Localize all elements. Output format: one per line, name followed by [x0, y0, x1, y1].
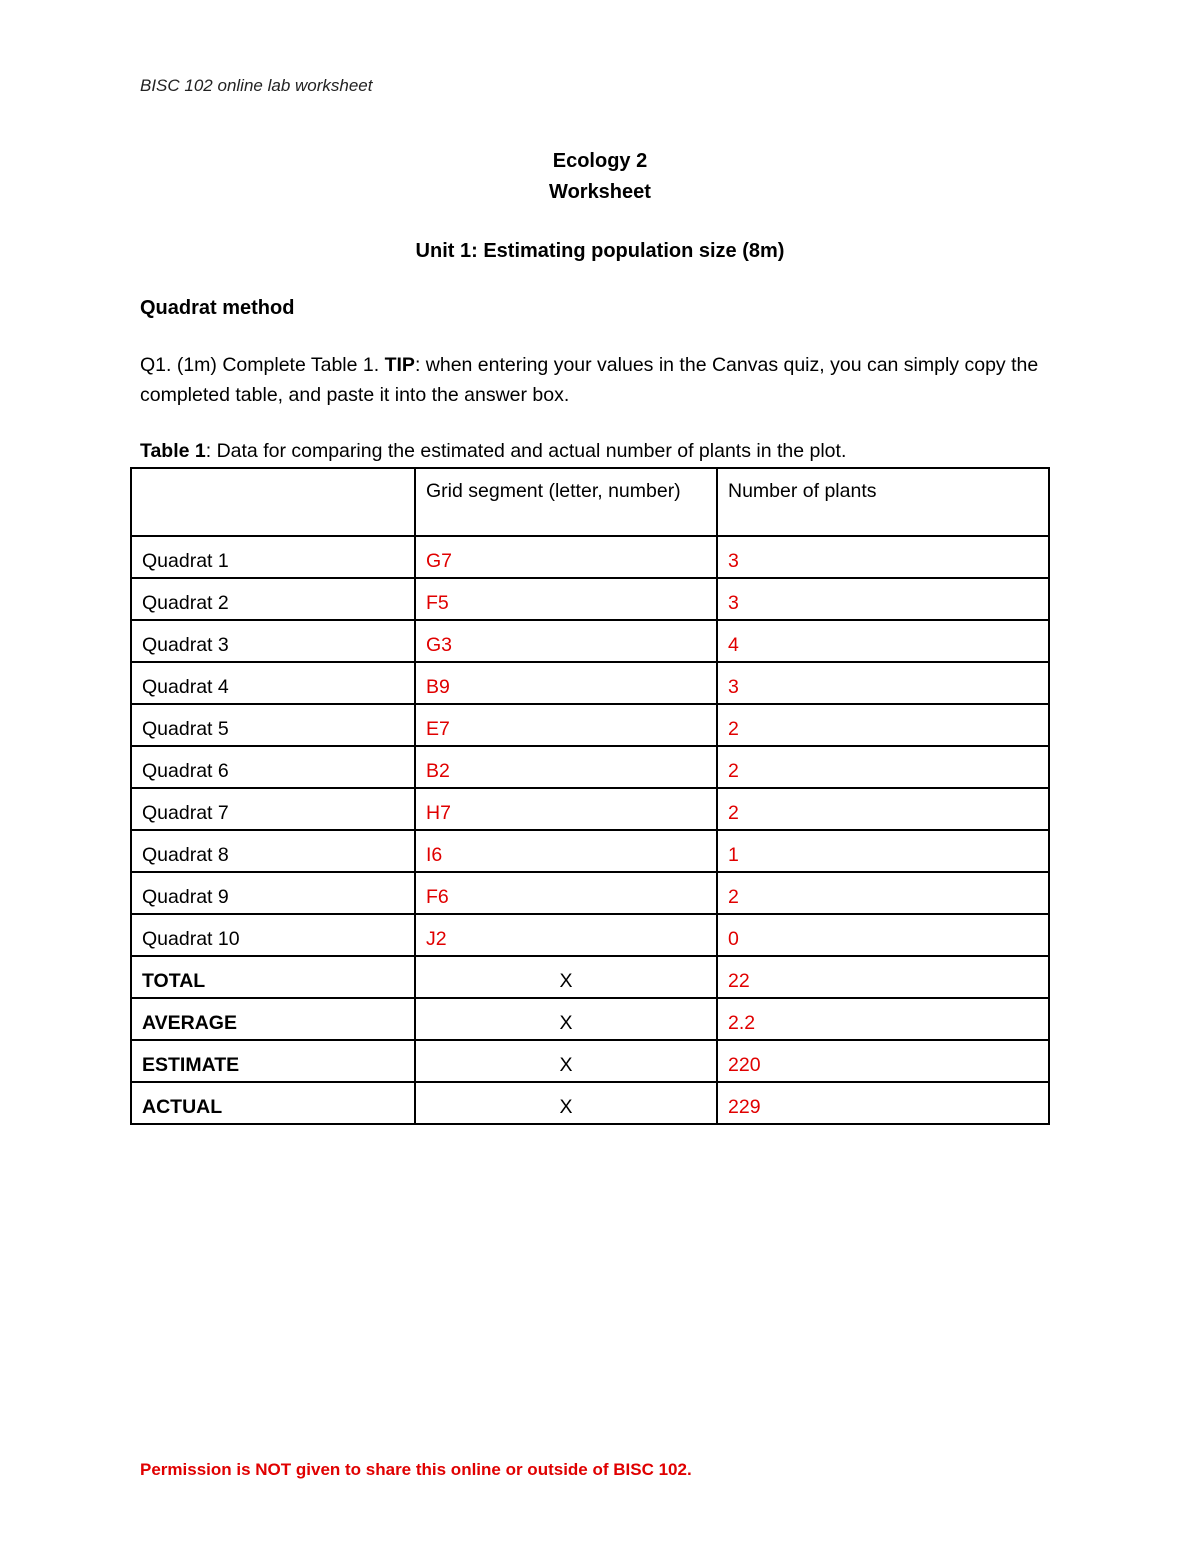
- summary-row: [131, 1040, 1049, 1082]
- plant-count-cell: 3: [717, 536, 1049, 578]
- grid-segment-cell: B9: [415, 662, 717, 704]
- plant-count-cell: 3: [717, 578, 1049, 620]
- table-row: [131, 620, 1049, 662]
- plant-count-cell: 3: [717, 662, 1049, 704]
- table-row: [131, 662, 1049, 704]
- table-row: [131, 746, 1049, 788]
- table-header-row: [131, 468, 1049, 536]
- summary-row: [131, 998, 1049, 1040]
- summary-label-cell: AVERAGE: [131, 998, 415, 1040]
- summary-label-cell: ESTIMATE: [131, 1040, 415, 1082]
- question-lead: Q1. (1m) Complete Table 1.: [140, 354, 385, 376]
- caption-text: : Data for comparing the estimated and actual number of plants in the plot.: [205, 440, 847, 462]
- doc-title: Ecology 2: [552, 150, 648, 172]
- plant-count-cell: 229: [717, 1082, 1049, 1124]
- quadrat-label-cell: Quadrat 9: [131, 872, 415, 914]
- grid-segment-cell: I6: [415, 830, 717, 872]
- table-row: [131, 914, 1049, 956]
- plant-count-cell: 4: [717, 620, 1049, 662]
- grid-segment-cell: J2: [415, 914, 717, 956]
- plant-count-cell: 2.2: [717, 998, 1049, 1040]
- quadrat-label-cell: Quadrat 1: [131, 536, 415, 578]
- header-cell-plants: Number of plants: [717, 468, 1049, 536]
- plant-count-cell: 2: [717, 704, 1049, 746]
- permission-footer: Permission is NOT given to share this online or outside of BISC 102.: [140, 1460, 692, 1479]
- summary-row: [131, 1082, 1049, 1124]
- header-cell-empty: [131, 468, 415, 536]
- section-title: Quadrat method: [140, 297, 295, 319]
- plant-count-cell: 2: [717, 788, 1049, 830]
- quadrat-label-cell: Quadrat 5: [131, 704, 415, 746]
- tip-label: TIP: [384, 354, 415, 376]
- quadrat-label-cell: Quadrat 10: [131, 914, 415, 956]
- grid-segment-cell: F5: [415, 578, 717, 620]
- plant-count-cell: 2: [717, 872, 1049, 914]
- summary-row: [131, 956, 1049, 998]
- table-row: [131, 704, 1049, 746]
- grid-segment-cell: G7: [415, 536, 717, 578]
- grid-segment-cell: F6: [415, 872, 717, 914]
- unit-title: Unit 1: Estimating population size (8m): [415, 240, 785, 262]
- table-row: [131, 830, 1049, 872]
- grid-na-cell: X: [415, 1040, 717, 1082]
- question-body: : when entering your values in the Canvas quiz, you can simply copy the completed table, and paste it into the answer box.: [140, 354, 1039, 406]
- plant-count-cell: 1: [717, 830, 1049, 872]
- grid-na-cell: X: [415, 1082, 717, 1124]
- doc-subtitle: Worksheet: [549, 181, 651, 203]
- grid-segment-cell: B2: [415, 746, 717, 788]
- table-caption: [140, 440, 846, 463]
- grid-segment-cell: G3: [415, 620, 717, 662]
- quadrat-label-cell: Quadrat 4: [131, 662, 415, 704]
- table-row: [131, 788, 1049, 830]
- caption-label: Table 1: [140, 440, 206, 462]
- quadrat-label-cell: Quadrat 7: [131, 788, 415, 830]
- summary-label-cell: TOTAL: [131, 956, 415, 998]
- plant-count-cell: 0: [717, 914, 1049, 956]
- data-table: [130, 467, 1050, 1125]
- plant-count-cell: 2: [717, 746, 1049, 788]
- plant-count-cell: 220: [717, 1040, 1049, 1082]
- running-header: BISC 102 online lab worksheet: [140, 76, 373, 95]
- quadrat-label-cell: Quadrat 6: [131, 746, 415, 788]
- header-cell-grid: Grid segment (letter, number): [415, 468, 717, 536]
- quadrat-label-cell: Quadrat 2: [131, 578, 415, 620]
- plant-count-cell: 22: [717, 956, 1049, 998]
- table-row: [131, 536, 1049, 578]
- grid-segment-cell: E7: [415, 704, 717, 746]
- quadrat-label-cell: Quadrat 8: [131, 830, 415, 872]
- quadrat-label-cell: Quadrat 3: [131, 620, 415, 662]
- grid-na-cell: X: [415, 956, 717, 998]
- summary-label-cell: ACTUAL: [131, 1082, 415, 1124]
- grid-segment-cell: H7: [415, 788, 717, 830]
- table-row: [131, 578, 1049, 620]
- table-row: [131, 872, 1049, 914]
- grid-na-cell: X: [415, 998, 717, 1040]
- question-1: [140, 350, 1060, 410]
